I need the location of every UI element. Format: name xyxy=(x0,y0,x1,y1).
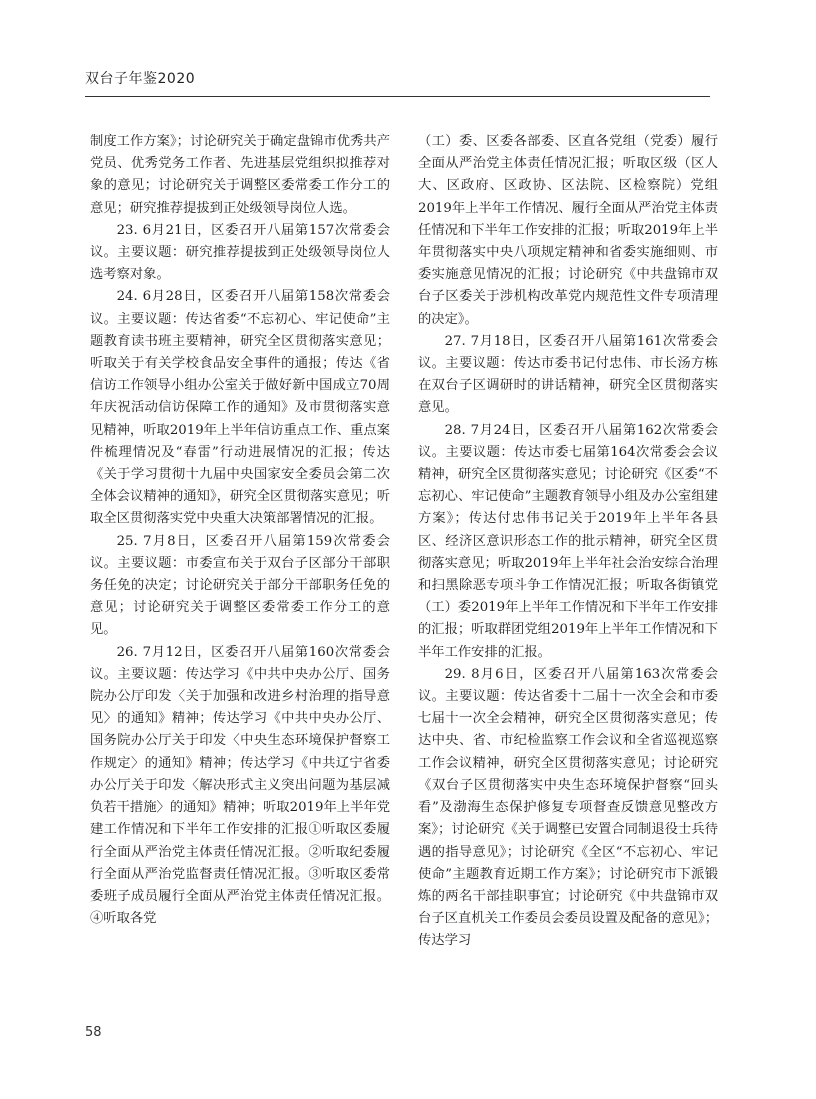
paragraph: 28. 7月24日，区委召开八届第162次常委会议。主要议题：传达市委七届第164次常委会会议精神，研究全区贯彻落实意见；讨论研究《区委“不忘初心、牢记使命”主题教育领导小组及办公室组建方案》；传达付忠伟书记关于2019年上半年各县区、经济区意识形态工作的批示精神，研究全区贯彻落实意见；听取2019年上半年社会治安综合治理和扫黑除恶专项斗争工作情况汇报；听取各街镇党（工）委2019年上半年工作情况和下半年工作安排的汇报；听取群团党组2019年上半年工作情况和下半年工作安排的汇报。 xyxy=(418,422,718,660)
paragraph: 25. 7月8日，区委召开八届第159次常委会议。主要议题：市委宣布关于双台子区部分干部职务任免的决定；讨论研究关于部分干部职务任免的意见；讨论研究关于调整区委常委工作分工的意见。 xyxy=(90,533,390,638)
paragraph: 制度工作方案》；讨论研究关于确定盘锦市优秀共产党员、优秀党务工作者、先进基层党组织拟推荐对象的意见；讨论研究关于调整区委常委工作分工的意见；研究推荐提拔到正处级领导岗位人选。 xyxy=(90,134,390,216)
right-column xyxy=(418,131,718,953)
paragraph: （工）委、区委各部委、区直各党组（党委）履行全面从严治党主体责任情况汇报；听取区级（区人大、区政府、区政协、区法院、区检察院）党组2019年上半年工作情况、履行全面从严治党主体责任情况和下半年工作安排的汇报；听取2019年上半年贯彻落实中央八项规定精神和省委实施细则、市委实施意见情况的汇报；讨论研究《中共盘锦市双台子区委关于涉机构改革党内规范性文件专项清理的决定》。 xyxy=(418,134,718,327)
paragraph: 24. 6月28日，区委召开八届第158次常委会议。主要议题：传达省委“不忘初心、牢记使命”主题教育读书班主要精神，研究全区贯彻落实意见；听取关于有关学校食品安全事件的通报；传达《省信访工作领导小组办公室关于做好新中国成立70周年庆祝活动信访保障工作的通知》及市贯彻落实意见精神，听取2019年上半年信访重点工作、重点案件梳理情况及“春雷”行动进展情况的汇报；传达《关于学习贯彻十九届中央国家安全委员会第二次全体会议精神的通知》，研究全区贯彻落实意见；听取全区贯彻落实党中央重大决策部署情况的汇报。 xyxy=(90,289,390,527)
page-number: 58 xyxy=(85,1025,102,1040)
running-header: 双台子年鉴2020 xyxy=(85,71,196,87)
paragraph: 26. 7月12日，区委召开八届第160次常委会议。主要议题：传达学习《中共中央办公厅、国务院办公厅印发〈关于加强和改进乡村治理的指导意见〉的通知》精神；传达学习《中共中央办公厅、国务院办公厅关于印发〈中央生态环境保护督察工作规定〉的通知》精神；传达学习《中共辽宁省委办公厅关于印发〈解决形式主义突出问题为基层减负若干措施〉的通知》精神；听取2019年上半年党建工作情况和下半年工作安排的汇报①听取区委履行全面从严治党主体责任情况汇报。②听取纪委履行全面从严治党监督责任情况汇报。③听取区委常委班子成员履行全面从严治党主体责任情况汇报。④听取各党 xyxy=(90,644,390,927)
left-column xyxy=(90,131,390,930)
paragraph: 23. 6月21日，区委召开八届第157次常委会议。主要议题：研究推荐提拔到正处级领导岗位人选考察对象。 xyxy=(90,222,390,283)
paragraph: 27. 7月18日，区委召开八届第161次常委会议。主要议题：传达市委书记付忠伟、市长汤方栋在双台子区调研时的讲话精神，研究全区贯彻落实意见。 xyxy=(418,333,718,416)
paragraph: 29. 8月6日，区委召开八届第163次常委会议。主要议题：传达省委十二届十一次全会和市委七届十一次全会精神，研究全区贯彻落实意见；传达中央、省、市纪检监察工作会议和全省巡视巡察工作会议精神，研究全区贯彻落实意见；讨论研究《双台子区贯彻落实中央生态环境保护督察“回头看”及渤海生态保护修复专项督查反馈意见整改方案》；讨论研究《关于调整已安置合同制退役士兵待遇的指导意见》；讨论研究《全区“不忘初心、牢记使命”主题教育近期工作方案》；讨论研究市下派锻炼的两名干部挂职事宜；讨论研究《中共盘锦市双台子区直机关工作委员会委员设置及配备的意见》；传达学习 xyxy=(418,666,718,949)
header-rule xyxy=(85,96,710,97)
